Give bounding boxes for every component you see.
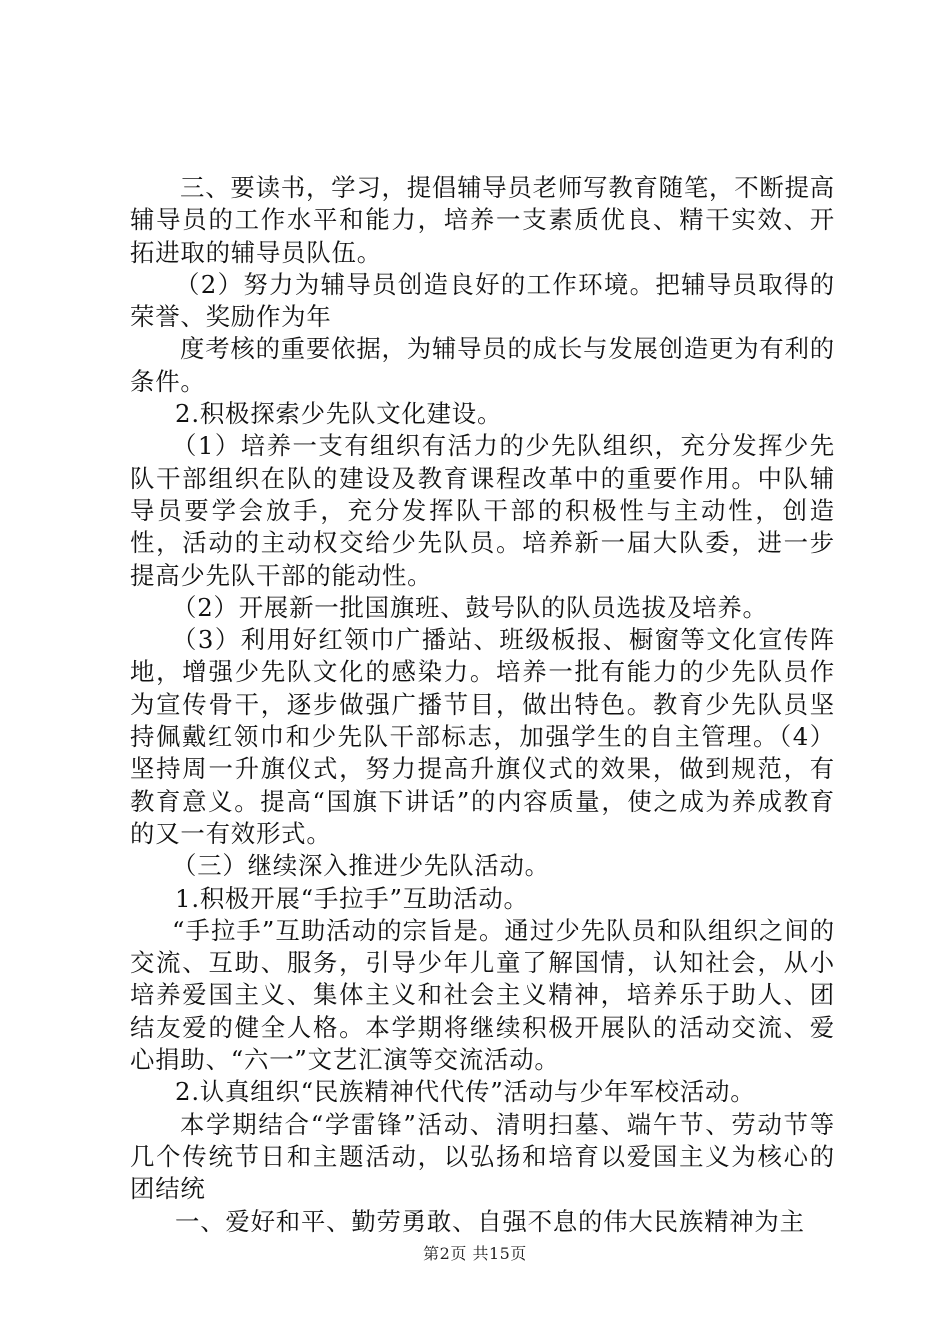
paragraph: （3）利用好红领巾广播站、班级板报、橱窗等文化宣传阵地，增强少先队文化的感染力。培养一批有能力的少先队员作为宣传骨干，逐步做强广播节目，做出特色。教育少先队员坚持佩戴红领巾和少先队干部标志，加强学生的自主管理。（4）坚持周一升旗仪式，努力提高升旗仪式的效果，做到规范，有教育意义。提高“国旗下讲话”的内容质量，使之成为养成教育的又一有效形式。 — [130, 625, 835, 848]
paragraph: （2）开展新一批国旗班、鼓号队的队员选拔及培养。 — [172, 592, 768, 622]
paragraph: 度考核的重要依据，为辅导员的成长与发展创造更为有利的条件。 — [130, 334, 835, 396]
paragraph: “手拉手”互助活动的宗旨是。通过少先队员和队组织之间的交流、互助、服务，引导少年儿童了解国情，认知社会，从小培养爱国主义、集体主义和社会主义精神，培养乐于助人、团结友爱的健全人格。本学期将继续积极开展队的活动交流、爱心捐助、“六一”文艺汇演等交流活动。 — [130, 915, 835, 1075]
page-number-footer: 第2页 共15页 — [423, 1244, 527, 1263]
document-body — [130, 172, 835, 1238]
paragraph: 2.认真组织“民族精神代代传”活动与少年军校活动。 — [175, 1077, 756, 1107]
paragraph: 一、爱好和平、勤劳勇敢、自强不息的伟大民族精神为主 — [175, 1206, 805, 1236]
paragraph: 本学期结合“学雷锋”活动、清明扫墓、端午节、劳动节等几个传统节日和主题活动，以弘扬和培育以爱国主义为核心的团结统 — [130, 1109, 835, 1204]
paragraph: （三）继续深入推进少先队活动。 — [172, 851, 550, 881]
paragraph: 2.积极探索少先队文化建设。 — [175, 399, 503, 429]
paragraph: （2）努力为辅导员创造良好的工作环境。把辅导员取得的荣誉、奖励作为年 — [130, 269, 835, 332]
paragraph: （1）培养一支有组织有活力的少先队组织，充分发挥少先队干部组织在队的建设及教育课程改革中的重要作用。中队辅导员要学会放手，充分发挥队干部的积极性与主动性，创造性，活动的主动权交给少先队员。培养新一届大队委，进一步提高少先队干部的能动性。 — [130, 431, 835, 590]
paragraph: 三、要读书，学习，提倡辅导员老师写教育随笔，不断提高辅导员的工作水平和能力，培养一支素质优良、精干实效、开拓进取的辅导员队伍。 — [130, 173, 835, 267]
paragraph: 1.积极开展“手拉手”互助活动。 — [175, 883, 529, 913]
